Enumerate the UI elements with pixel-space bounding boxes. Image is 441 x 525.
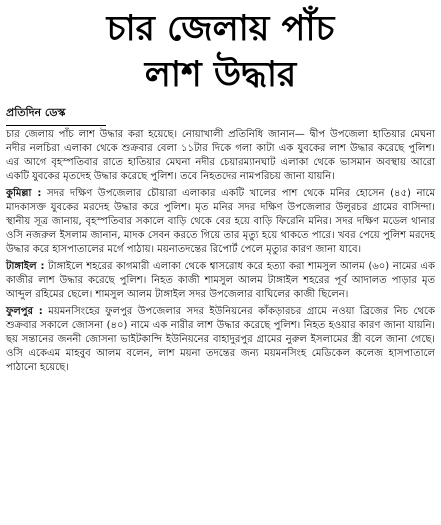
byline-divider	[6, 125, 106, 126]
headline	[6, 6, 435, 98]
paragraph-tangail-text: টাঙ্গাইলে শহরের কাগমারী এলাকা থেকে শ্বাসরোধ করে হত্যা করা শামসুল আলম (৬০) নামের এক কাজীর লাশ উদ্ধার করেছে পুলিশ। নিহত কাজী শামসুল আলম টাঙ্গাইল শহরের পূর্ব আদালত পাড়ার মৃত আব্দুল রহিমের ছেলে। শামসুল আলম টাঙ্গাইল সদর উপজেলার বাঘিলের কাজী ছিলেন।	[6, 261, 436, 300]
headline-line-2: লাশ উদ্ধার	[144, 55, 297, 95]
byline: প্রতিদিন ডেস্ক	[6, 106, 66, 119]
dateline-tangail: টাঙ্গাইল :	[6, 261, 45, 272]
article-body	[6, 128, 435, 375]
paragraph-cumilla-text: সদর দক্ষিণ উপজেলার চৌয়ারা এলাকার একটি খালের পাশ থেকে মনির হোসেন (৪৫) নামে মাদকাসক্ত যুবকের মরদেহ উদ্ধার করে পুলিশ। মৃত মনির সদর দক্ষিণ উপজেলার উলুরচর গ্রামের বাসিন্দা। স্থানীয় সূত্র জানায়, বৃহস্পতিবার সকালে বাড়ি থেকে বের হয়ে বাড়ি ফিরেনি মনির। সদর দক্ষিণ মডেল থানার ওসি নজরুল ইসলাম জানান, মাদক সেবন করতে গিয়ে তার মৃত্যু হয়ে থাকতে পারে। খবর পেয়ে পুলিশ মরদেহ উদ্ধার করে হাসপাতালের মর্গে পাঠায়। ময়নাতদন্তের রিপোর্ট পেলে মৃত্যুর কারণ জানা যাবে।	[6, 188, 436, 255]
paragraph-tangail	[6, 260, 435, 302]
intro-paragraph: চার জেলায় পাঁচ লাশ উদ্ধার করা হয়েছে। নোয়াখালী প্রতিনিধি জানান— দ্বীপ উপজেলা হাতিয়ার মেঘনা নদীর নলচিরা এলাকা থেকে শুক্রবার বেলা ১১টার দিকে গলা কাটা এক যুবকের লাশ উদ্ধার করেছে পুলিশ। এর আগে বৃহস্পতিবার রাতে হাতিয়ার মেঘনা নদীর চেয়ারম্যানঘাট এলাকা থেকে ভাসমান অবস্থায় আরো একটি যুবকের মৃতদেহ উদ্ধার করেছে পুলিশ। তবে নিহতদের নামপরিচয় জানা যায়নি।	[6, 129, 435, 182]
paragraph-cumilla	[6, 187, 435, 257]
paragraph-phulpur-text: ময়মনসিংহের ফুলপুর উপজেলার সদর ইউনিয়নের কাঁকড়ারচর গ্রামে নওয়া ব্রিজের নিচ থেকে শুক্রবার সকালে জোসনা (৪০) নামে এক নারীর লাশ উদ্ধার করেছে পুলিশ। নিহত হওয়ার কারণ জানা যায়নি। ছয় সন্তানের জননী জোসনা ভাইটকান্দি ইউনিয়নের বাহাদুরপুর গ্রামের নুরুল ইসলামের স্ত্রী বলে জানা গেছে। ওসি একেএম মাহবুব আলম বলেন, লাশ ময়না তদন্তের জন্য ময়মনসিংহ মেডিকেল কলেজ হাসপাতালে পাঠানো হয়েছে।	[6, 306, 435, 373]
paragraph-phulpur	[6, 305, 435, 375]
headline-line-1: চার জেলায় পাঁচ	[106, 9, 335, 49]
dateline-cumilla: কুমিল্লা :	[6, 188, 42, 199]
dateline-phulpur: ফুলপুর :	[6, 306, 43, 317]
